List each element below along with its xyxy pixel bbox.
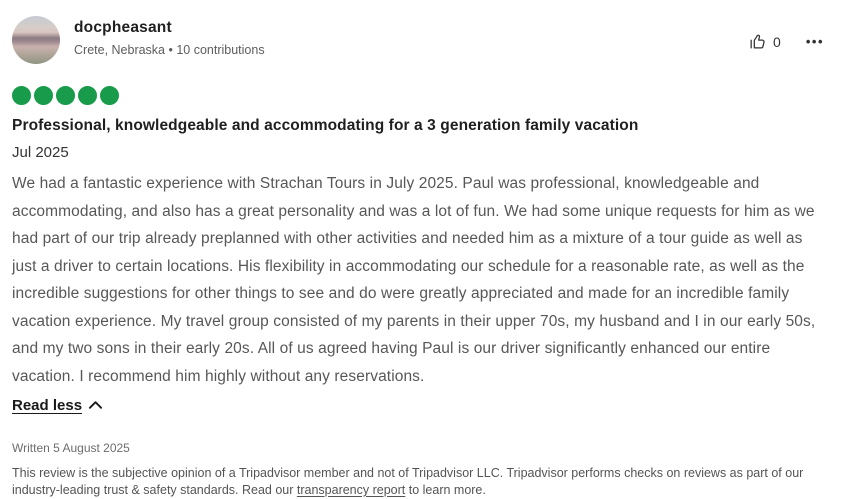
reviewer-location-contributions: Crete, Nebraska • 10 contributions — [74, 43, 265, 57]
more-options-button[interactable]: ••• — [804, 30, 826, 53]
review-header — [12, 16, 826, 64]
rating-bubble — [100, 86, 119, 105]
rating-bubble — [78, 86, 97, 105]
rating-bubble — [34, 86, 53, 105]
helpful-button[interactable] — [748, 32, 781, 51]
thumbs-up-icon — [748, 32, 767, 51]
header-actions — [748, 16, 826, 53]
avatar[interactable] — [12, 16, 60, 64]
transparency-report-link[interactable]: transparency report — [296, 483, 406, 497]
rating-bubble — [12, 86, 31, 105]
read-less-label: Read less — [12, 397, 83, 414]
review-body: We had a fantastic experience with Strachan Tours in July 2025. Paul was professional, knowledgeable and accommodating, and also has a great personality and was a lot of fun. We had some unique requests for him as we had part of our trip already preplanned with other activities and needed him as a mixture of a tour guide as well as just a driver to certain locations. His flexibility in accommodating our schedule for a reasonable rate, as well as the incredible suggestions for other things to see and do were greatly appreciated and made for an incredible family vacation experience. My travel group consisted of my parents in their upper 70s, my husband and I in our early 50s, and my two sons in their early 20s. All of us agreed having Paul is our driver significantly enhanced our entire vacation. I recommend him highly without any reservations. — [12, 175, 816, 385]
rating-bubble — [56, 86, 75, 105]
disclaimer-text-before: This review is the subjective opinion of a Tripadvisor member and not of Tripadvisor LLC. Tripadvisor performs checks on reviews as part of our industry-leading trust & safety standards. Read our — [12, 466, 804, 497]
reviewer-username[interactable]: docpheasant — [74, 19, 172, 36]
written-date: Written 5 August 2025 — [12, 441, 130, 455]
review-title: Professional, knowledgeable and accommodating for a 3 generation family vacation — [12, 117, 639, 134]
review-date: Jul 2025 — [12, 144, 69, 161]
rating-bubbles — [12, 86, 826, 105]
helpful-count: 0 — [773, 33, 781, 50]
read-less-button[interactable] — [12, 397, 103, 414]
disclaimer — [12, 465, 812, 499]
disclaimer-text-after: to learn more. — [405, 483, 486, 497]
chevron-up-icon — [88, 397, 103, 414]
reviewer-info — [74, 16, 748, 57]
